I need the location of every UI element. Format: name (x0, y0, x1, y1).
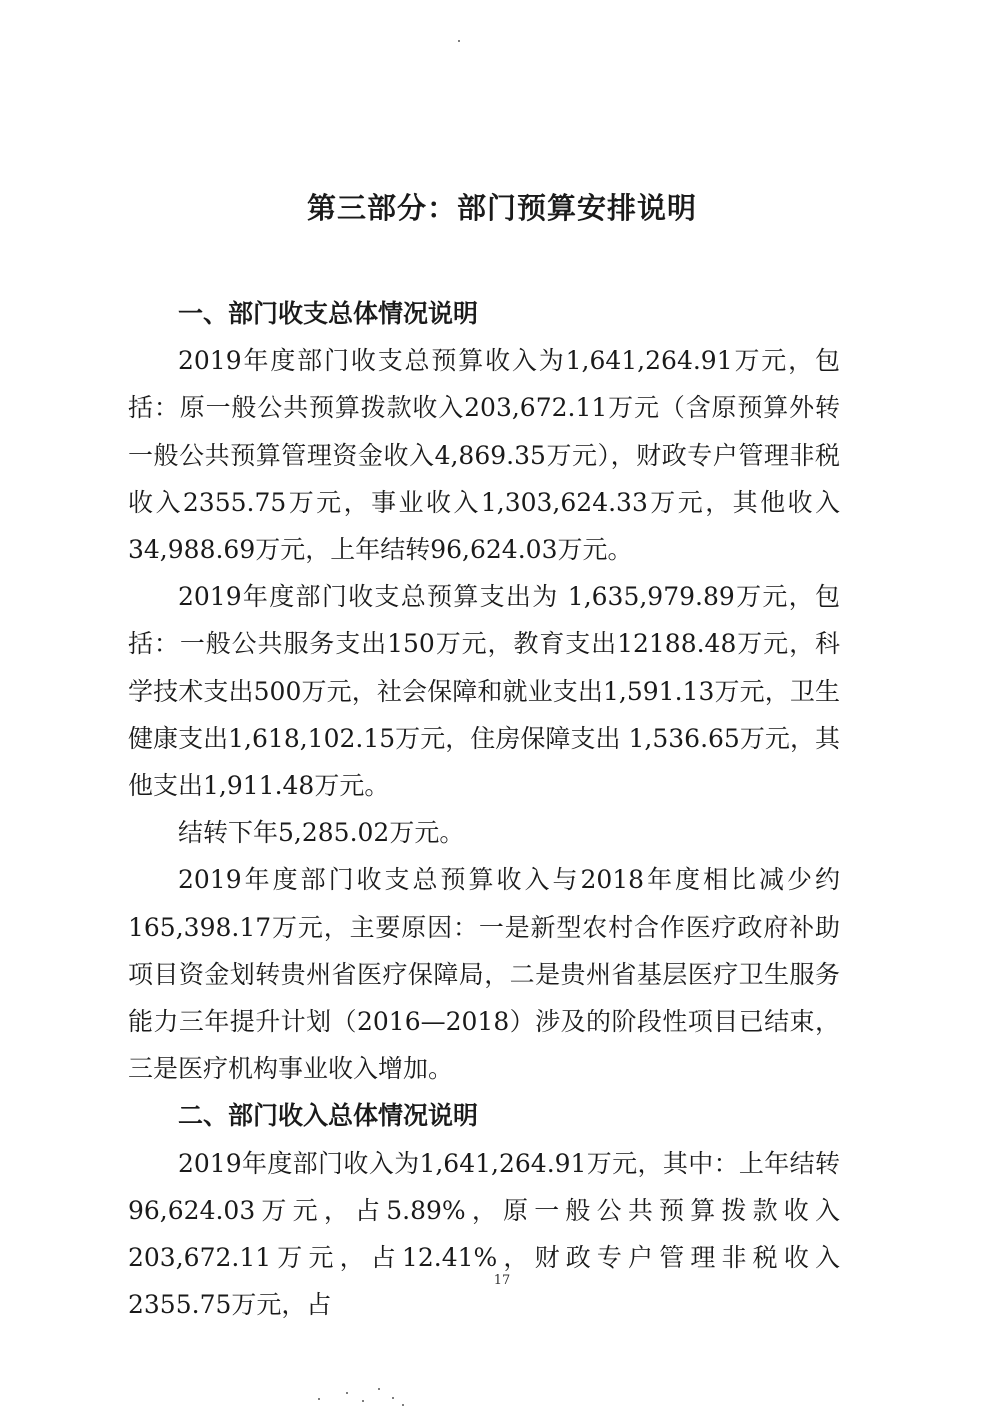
paragraph-expenditure-overview: 2019年度部门收支总预算支出为 1,635,979.89万元，包括：一般公共服务支出150万元，教育支出12188.48万元，科学技术支出500万元，社会保障和就业支出1,591.13万元，卫生健康支出1,618,102.15万元，住房保障支出 1,536.65万元，其他支出1,911.48万元。 (128, 582, 840, 801)
document-body (128, 290, 840, 1328)
paragraph-carryover: 结转下年5,285.02万元。 (178, 818, 465, 848)
scan-speck (378, 1388, 380, 1390)
page-number: 17 (493, 1273, 511, 1288)
paragraph-income-overview: 2019年度部门收支总预算收入为1,641,264.91万元，包括：原一般公共预算拨款收入203,672.11万元（含原预算外转一般公共预算管理资金收入4,869.35万元），财政专户管理非税收入2355.75万元，事业收入1,303,624.33万元，其他收入34,988.69万元，上年结转96,624.03万元。 (128, 346, 840, 565)
paragraph-income-breakdown: 2019年度部门收入为1,641,264.91万元，其中：上年结转96,624.03万元，占5.89%，原一般公共预算拨款收入203,672.11万元，占12.41%，财政专户管理非税收入2355.75万元，占 (128, 1148, 840, 1320)
scan-speck (362, 1400, 364, 1402)
scan-speck (346, 1392, 348, 1394)
paragraph-year-comparison: 2019年度部门收支总预算收入与2018年度相比减少约165,398.17万元，主要原因：一是新型农村合作医疗政府补助项目资金划转贵州省医疗保障局，二是贵州省基层医疗卫生服务能力三年提升计划（2016—2018）涉及的阶段性项目已结束，三是医疗机构事业收入增加。 (128, 865, 840, 1084)
section-heading-1: 一、部门收支总体情况说明 (178, 299, 479, 328)
scan-speck (402, 1404, 404, 1406)
scan-speck (318, 1398, 320, 1400)
scan-speck (458, 40, 460, 42)
page-title: 第三部分：部门预算安排说明 (306, 191, 697, 225)
section-heading-2: 二、部门收入总体情况说明 (178, 1101, 479, 1131)
scan-speck (392, 1397, 394, 1399)
